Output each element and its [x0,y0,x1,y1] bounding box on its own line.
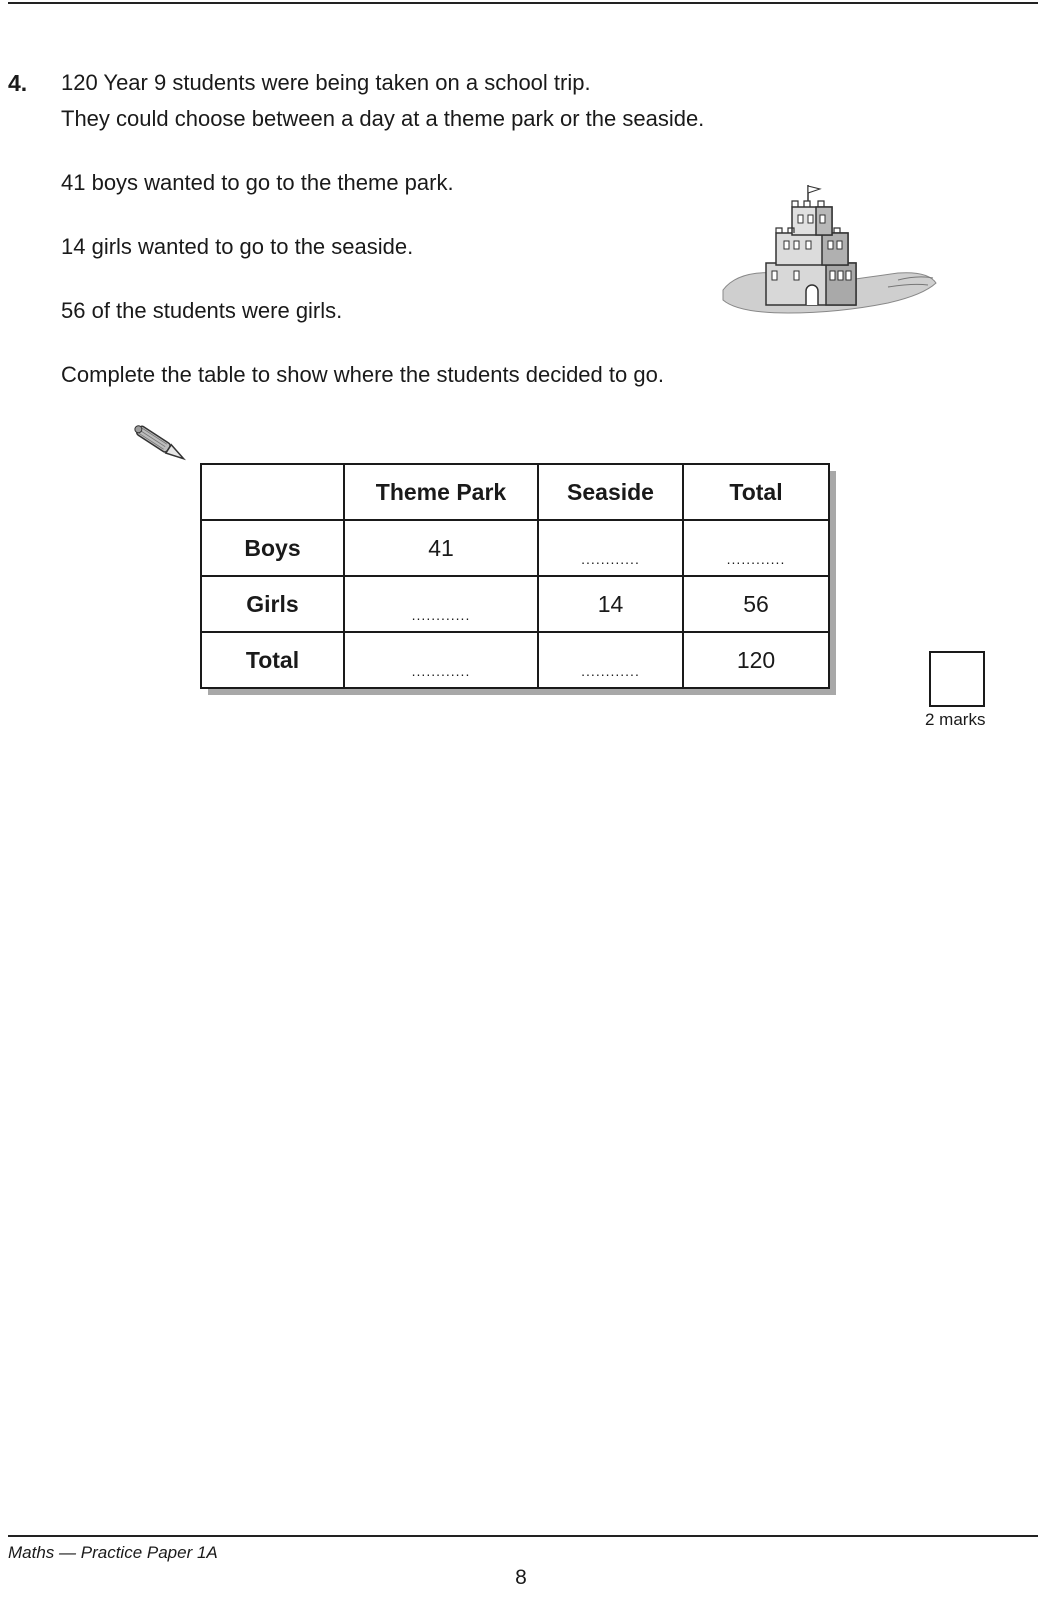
table-row-total [201,632,829,688]
question-number: 4. [8,70,28,96]
row-label-boys: Boys [201,520,344,576]
header-seaside: Seaside [538,464,683,520]
answer-dots: ............ [411,662,471,679]
answer-dots: ............ [411,606,471,623]
question-line-3: 41 boys wanted to go to the theme park. [61,170,454,195]
sandcastle-illustration [718,185,943,335]
header-theme-park: Theme Park [344,464,538,520]
row-label-girls: Girls [201,576,344,632]
boys-seaside-answer[interactable] [538,520,683,576]
page-number: 8 [515,1566,527,1589]
grand-total-value: 120 [683,632,829,688]
answer-table [200,463,830,689]
two-way-table [200,463,830,689]
table-row-girls [201,576,829,632]
footer-rule [8,1535,1038,1537]
answer-dots: ............ [581,550,640,567]
row-label-total: Total [201,632,344,688]
question-line-1: 120 Year 9 students were being taken on a school trip. [61,70,591,95]
girls-total-value: 56 [683,576,829,632]
girls-seaside-value: 14 [538,576,683,632]
table-header-row [201,464,829,520]
pen-icon [130,420,192,473]
question-line-4: 14 girls wanted to go to the seaside. [61,234,414,259]
marks-label: 2 marks [925,710,986,729]
header-total: Total [683,464,829,520]
total-seaside-answer[interactable] [538,632,683,688]
table-row-boys [201,520,829,576]
question-line-5: 56 of the students were girls. [61,298,343,323]
total-theme-park-answer[interactable] [344,632,538,688]
top-rule [8,2,1038,4]
footer-paper-title: Maths — Practice Paper 1A [8,1543,218,1562]
boys-total-answer[interactable] [683,520,829,576]
question-instruction: Complete the table to show where the students decided to go. [61,362,664,387]
answer-dots: ............ [726,550,786,567]
girls-theme-park-answer[interactable] [344,576,538,632]
boys-theme-park-value: 41 [344,520,538,576]
question-line-2: They could choose between a day at a theme park or the seaside. [61,106,705,131]
answer-dots: ............ [581,662,640,679]
marks-box [929,651,985,707]
header-blank-cell [201,464,344,520]
